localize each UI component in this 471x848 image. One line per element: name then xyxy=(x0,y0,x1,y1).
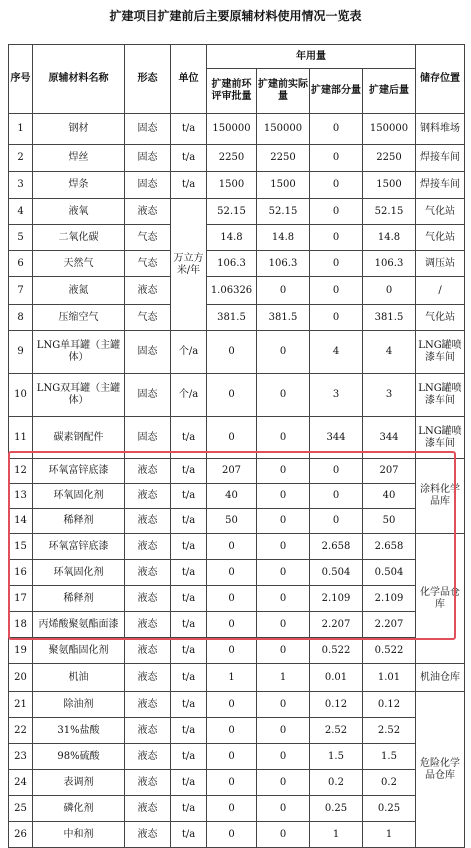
cell-seq: 11 xyxy=(9,417,33,459)
table-row xyxy=(9,459,465,484)
header-annual: 年用量 xyxy=(207,45,416,69)
cell-before-eia: 150000 xyxy=(207,114,257,145)
cell-name: 31%盐酸 xyxy=(33,718,125,744)
cell-expansion: 0.12 xyxy=(310,692,363,718)
cell-before-eia: 207 xyxy=(207,459,257,484)
cell-expansion: 0.01 xyxy=(310,664,363,692)
table-row xyxy=(9,305,465,331)
cell-after: 0.2 xyxy=(363,770,416,796)
cell-seq: 20 xyxy=(9,664,33,692)
table-row xyxy=(9,770,465,796)
cell-name: 焊丝 xyxy=(33,145,125,172)
cell-expansion: 0 xyxy=(310,172,363,199)
cell-form: 液态 xyxy=(125,744,171,770)
table-row xyxy=(9,796,465,822)
cell-after: 2.109 xyxy=(363,586,416,612)
cell-before-eia: 14.8 xyxy=(207,225,257,251)
cell-before-actual: 0 xyxy=(257,638,310,664)
cell-storage: 钢料堆场 xyxy=(416,114,465,145)
cell-name: 焊条 xyxy=(33,172,125,199)
cell-form: 液态 xyxy=(125,796,171,822)
cell-before-actual: 0 xyxy=(257,509,310,534)
table-row xyxy=(9,638,465,664)
cell-seq: 13 xyxy=(9,484,33,509)
page-title: 扩建项目扩建前后主要原辅材料使用情况一览表 xyxy=(109,9,362,23)
cell-seq: 17 xyxy=(9,586,33,612)
table-row xyxy=(9,664,465,692)
cell-before-actual: 0 xyxy=(257,534,310,560)
cell-unit: t/a xyxy=(171,509,207,534)
table-row xyxy=(9,744,465,770)
cell-expansion: 344 xyxy=(310,417,363,459)
cell-form: 液态 xyxy=(125,534,171,560)
cell-before-actual: 0 xyxy=(257,692,310,718)
cell-name: 丙烯酸聚氨酯面漆 xyxy=(33,612,125,638)
cell-unit: t/a xyxy=(171,114,207,145)
cell-after: 150000 xyxy=(363,114,416,145)
cell-after: 106.3 xyxy=(363,251,416,277)
cell-name: 环氧富锌底漆 xyxy=(33,534,125,560)
cell-after: 1 xyxy=(363,822,416,848)
cell-unit: t/a xyxy=(171,796,207,822)
cell-before-eia: 1500 xyxy=(207,172,257,199)
cell-unit: t/a xyxy=(171,770,207,796)
cell-seq: 10 xyxy=(9,374,33,417)
cell-after: 2250 xyxy=(363,145,416,172)
cell-form: 液态 xyxy=(125,199,171,225)
table-row xyxy=(9,225,465,251)
cell-storage: LNG罐喷漆车间 xyxy=(416,374,465,417)
cell-after: 0.504 xyxy=(363,560,416,586)
cell-after: 1.5 xyxy=(363,744,416,770)
cell-seq: 3 xyxy=(9,172,33,199)
cell-unit: t/a xyxy=(171,822,207,848)
cell-after: 344 xyxy=(363,417,416,459)
cell-form: 气态 xyxy=(125,251,171,277)
cell-name: 二氧化碳 xyxy=(33,225,125,251)
cell-storage: LNG罐喷漆车间 xyxy=(416,331,465,374)
cell-before-actual: 1 xyxy=(257,664,310,692)
cell-form: 固态 xyxy=(125,172,171,199)
cell-seq: 2 xyxy=(9,145,33,172)
cell-seq: 26 xyxy=(9,822,33,848)
cell-unit: t/a xyxy=(171,459,207,484)
cell-before-actual: 0 xyxy=(257,586,310,612)
cell-after: 2.52 xyxy=(363,718,416,744)
cell-form: 液态 xyxy=(125,277,171,305)
cell-after: 0.25 xyxy=(363,796,416,822)
cell-before-actual: 0 xyxy=(257,560,310,586)
cell-expansion: 0 xyxy=(310,145,363,172)
cell-expansion: 0 xyxy=(310,251,363,277)
cell-unit: t/a xyxy=(171,484,207,509)
cell-expansion: 1.5 xyxy=(310,744,363,770)
cell-before-eia: 381.5 xyxy=(207,305,257,331)
cell-seq: 23 xyxy=(9,744,33,770)
cell-name: 机油 xyxy=(33,664,125,692)
cell-after: 2.658 xyxy=(363,534,416,560)
cell-expansion: 0 xyxy=(310,225,363,251)
cell-before-actual: 150000 xyxy=(257,114,310,145)
cell-before-eia: 0 xyxy=(207,638,257,664)
cell-name: 钢材 xyxy=(33,114,125,145)
cell-before-eia: 0 xyxy=(207,534,257,560)
cell-form: 固态 xyxy=(125,114,171,145)
cell-form: 液态 xyxy=(125,509,171,534)
cell-name: LNG双耳罐（主罐体） xyxy=(33,374,125,417)
cell-after: 4 xyxy=(363,331,416,374)
cell-unit: t/a xyxy=(171,744,207,770)
cell-form: 液态 xyxy=(125,770,171,796)
cell-seq: 18 xyxy=(9,612,33,638)
cell-name: 环氧固化剂 xyxy=(33,560,125,586)
header-after: 扩建后量 xyxy=(363,69,416,114)
cell-before-eia: 0 xyxy=(207,796,257,822)
cell-unit: 个/a xyxy=(171,331,207,374)
cell-storage: 焊接车间 xyxy=(416,145,465,172)
cell-name: 除油剂 xyxy=(33,692,125,718)
cell-before-eia: 0 xyxy=(207,770,257,796)
cell-before-eia: 0 xyxy=(207,744,257,770)
cell-after: 1.01 xyxy=(363,664,416,692)
cell-seq: 22 xyxy=(9,718,33,744)
table-row xyxy=(9,560,465,586)
header-name: 原辅材料名称 xyxy=(33,45,125,114)
header-unit: 单位 xyxy=(171,45,207,114)
cell-unit-merged: 万立方米/年 xyxy=(171,199,207,331)
cell-after: 1500 xyxy=(363,172,416,199)
cell-after: 0 xyxy=(363,277,416,305)
cell-unit: t/a xyxy=(171,586,207,612)
cell-after: 14.8 xyxy=(363,225,416,251)
cell-storage: 气化站 xyxy=(416,305,465,331)
cell-before-eia: 0 xyxy=(207,560,257,586)
cell-seq: 19 xyxy=(9,638,33,664)
cell-before-actual: 0 xyxy=(257,484,310,509)
cell-seq: 25 xyxy=(9,796,33,822)
cell-before-actual: 0 xyxy=(257,770,310,796)
cell-storage-merged: 化学品仓库 xyxy=(416,534,465,664)
cell-name: LNG单耳罐（主罐体） xyxy=(33,331,125,374)
header-before-eia: 扩建前环评审批量 xyxy=(207,69,257,114)
cell-unit: t/a xyxy=(171,145,207,172)
table-row xyxy=(9,692,465,718)
cell-before-actual: 0 xyxy=(257,744,310,770)
cell-expansion: 2.207 xyxy=(310,612,363,638)
header-seq: 序号 xyxy=(9,45,33,114)
cell-seq: 7 xyxy=(9,277,33,305)
cell-expansion: 2.52 xyxy=(310,718,363,744)
cell-storage: 机油仓库 xyxy=(416,664,465,692)
cell-form: 液态 xyxy=(125,484,171,509)
cell-name: 稀释剂 xyxy=(33,509,125,534)
cell-form: 固态 xyxy=(125,145,171,172)
cell-before-actual: 0 xyxy=(257,718,310,744)
cell-seq: 15 xyxy=(9,534,33,560)
cell-before-eia: 0 xyxy=(207,331,257,374)
cell-expansion: 0 xyxy=(310,114,363,145)
cell-expansion: 0 xyxy=(310,305,363,331)
cell-before-eia: 0 xyxy=(207,692,257,718)
cell-form: 固态 xyxy=(125,417,171,459)
cell-unit: t/a xyxy=(171,534,207,560)
cell-name: 天然气 xyxy=(33,251,125,277)
cell-form: 固态 xyxy=(125,374,171,417)
cell-seq: 8 xyxy=(9,305,33,331)
cell-after: 50 xyxy=(363,509,416,534)
cell-name: 压缩空气 xyxy=(33,305,125,331)
cell-seq: 12 xyxy=(9,459,33,484)
cell-after: 0.12 xyxy=(363,692,416,718)
cell-seq: 5 xyxy=(9,225,33,251)
cell-after: 381.5 xyxy=(363,305,416,331)
cell-form: 液态 xyxy=(125,718,171,744)
cell-after: 207 xyxy=(363,459,416,484)
cell-expansion: 0.504 xyxy=(310,560,363,586)
cell-before-actual: 0 xyxy=(257,796,310,822)
cell-expansion: 0.522 xyxy=(310,638,363,664)
cell-expansion: 3 xyxy=(310,374,363,417)
cell-before-actual: 1500 xyxy=(257,172,310,199)
table-row xyxy=(9,718,465,744)
cell-seq: 21 xyxy=(9,692,33,718)
cell-unit: t/a xyxy=(171,172,207,199)
cell-name: 液氮 xyxy=(33,277,125,305)
cell-name: 聚氨酯固化剂 xyxy=(33,638,125,664)
cell-seq: 6 xyxy=(9,251,33,277)
cell-before-eia: 106.3 xyxy=(207,251,257,277)
table-row xyxy=(9,509,465,534)
cell-seq: 9 xyxy=(9,331,33,374)
cell-before-actual: 14.8 xyxy=(257,225,310,251)
cell-name: 环氧富锌底漆 xyxy=(33,459,125,484)
cell-before-eia: 0 xyxy=(207,374,257,417)
table-row xyxy=(9,199,465,225)
cell-before-eia: 52.15 xyxy=(207,199,257,225)
table-row xyxy=(9,331,465,374)
cell-form: 气态 xyxy=(125,225,171,251)
cell-storage: / xyxy=(416,277,465,305)
cell-unit: t/a xyxy=(171,692,207,718)
cell-form: 液态 xyxy=(125,822,171,848)
cell-before-eia: 0 xyxy=(207,612,257,638)
cell-form: 液态 xyxy=(125,459,171,484)
cell-expansion: 0.25 xyxy=(310,796,363,822)
cell-name: 碳素钢配件 xyxy=(33,417,125,459)
cell-unit: t/a xyxy=(171,417,207,459)
cell-before-eia: 0 xyxy=(207,586,257,612)
cell-before-actual: 52.15 xyxy=(257,199,310,225)
table-row xyxy=(9,114,465,145)
cell-expansion: 2.658 xyxy=(310,534,363,560)
cell-storage: 气化站 xyxy=(416,225,465,251)
cell-expansion: 0 xyxy=(310,199,363,225)
cell-before-actual: 0 xyxy=(257,459,310,484)
cell-unit: t/a xyxy=(171,560,207,586)
cell-unit: t/a xyxy=(171,664,207,692)
cell-expansion: 0 xyxy=(310,459,363,484)
cell-expansion: 0.2 xyxy=(310,770,363,796)
materials-table xyxy=(8,44,465,848)
cell-storage-merged: 危险化学品仓库 xyxy=(416,692,465,848)
header-storage: 储存位置 xyxy=(416,45,465,114)
cell-before-actual: 381.5 xyxy=(257,305,310,331)
cell-form: 固态 xyxy=(125,331,171,374)
cell-name: 稀释剂 xyxy=(33,586,125,612)
cell-form: 液态 xyxy=(125,664,171,692)
cell-before-actual: 2250 xyxy=(257,145,310,172)
cell-before-eia: 0 xyxy=(207,718,257,744)
cell-unit: t/a xyxy=(171,718,207,744)
cell-expansion: 0 xyxy=(310,277,363,305)
cell-storage: 调压站 xyxy=(416,251,465,277)
cell-before-actual: 106.3 xyxy=(257,251,310,277)
cell-after: 2.207 xyxy=(363,612,416,638)
cell-before-eia: 0 xyxy=(207,822,257,848)
table-row xyxy=(9,251,465,277)
cell-before-actual: 0 xyxy=(257,277,310,305)
cell-unit: 个/a xyxy=(171,374,207,417)
cell-form: 液态 xyxy=(125,612,171,638)
cell-seq: 4 xyxy=(9,199,33,225)
cell-expansion: 0 xyxy=(310,509,363,534)
table-row xyxy=(9,277,465,305)
table-row xyxy=(9,145,465,172)
cell-before-actual: 0 xyxy=(257,374,310,417)
cell-name: 环氧固化剂 xyxy=(33,484,125,509)
cell-expansion: 1 xyxy=(310,822,363,848)
table-row xyxy=(9,172,465,199)
cell-seq: 24 xyxy=(9,770,33,796)
cell-before-eia: 50 xyxy=(207,509,257,534)
cell-storage: LNG罐喷漆车间 xyxy=(416,417,465,459)
header-before-actual: 扩建前实际量 xyxy=(257,69,310,114)
table-row xyxy=(9,534,465,560)
cell-before-actual: 0 xyxy=(257,612,310,638)
cell-form: 液态 xyxy=(125,560,171,586)
table-row xyxy=(9,586,465,612)
cell-before-actual: 0 xyxy=(257,822,310,848)
cell-name: 98%硫酸 xyxy=(33,744,125,770)
table-row xyxy=(9,822,465,848)
table-row xyxy=(9,417,465,459)
cell-after: 40 xyxy=(363,484,416,509)
cell-form: 液态 xyxy=(125,638,171,664)
cell-before-actual: 0 xyxy=(257,331,310,374)
cell-storage: 气化站 xyxy=(416,199,465,225)
cell-storage: 焊接车间 xyxy=(416,172,465,199)
header-form: 形态 xyxy=(125,45,171,114)
cell-name: 磷化剂 xyxy=(33,796,125,822)
cell-after: 0.522 xyxy=(363,638,416,664)
cell-name: 中和剂 xyxy=(33,822,125,848)
cell-before-eia: 0 xyxy=(207,417,257,459)
cell-expansion: 2.109 xyxy=(310,586,363,612)
cell-name: 液氧 xyxy=(33,199,125,225)
cell-before-eia: 1 xyxy=(207,664,257,692)
cell-form: 气态 xyxy=(125,305,171,331)
cell-form: 液态 xyxy=(125,586,171,612)
cell-form: 液态 xyxy=(125,692,171,718)
cell-after: 52.15 xyxy=(363,199,416,225)
cell-before-eia: 1.06326 xyxy=(207,277,257,305)
header-expansion: 扩建部分量 xyxy=(310,69,363,114)
cell-storage-merged: 涂料化学品库 xyxy=(416,459,465,534)
cell-before-eia: 2250 xyxy=(207,145,257,172)
cell-expansion: 4 xyxy=(310,331,363,374)
table-row xyxy=(9,612,465,638)
cell-unit: t/a xyxy=(171,638,207,664)
cell-before-actual: 0 xyxy=(257,417,310,459)
cell-name: 表调剂 xyxy=(33,770,125,796)
cell-expansion: 0 xyxy=(310,484,363,509)
cell-seq: 14 xyxy=(9,509,33,534)
table-row xyxy=(9,484,465,509)
cell-after: 3 xyxy=(363,374,416,417)
cell-before-eia: 40 xyxy=(207,484,257,509)
cell-seq: 1 xyxy=(9,114,33,145)
table-row xyxy=(9,374,465,417)
cell-unit: t/a xyxy=(171,612,207,638)
cell-seq: 16 xyxy=(9,560,33,586)
